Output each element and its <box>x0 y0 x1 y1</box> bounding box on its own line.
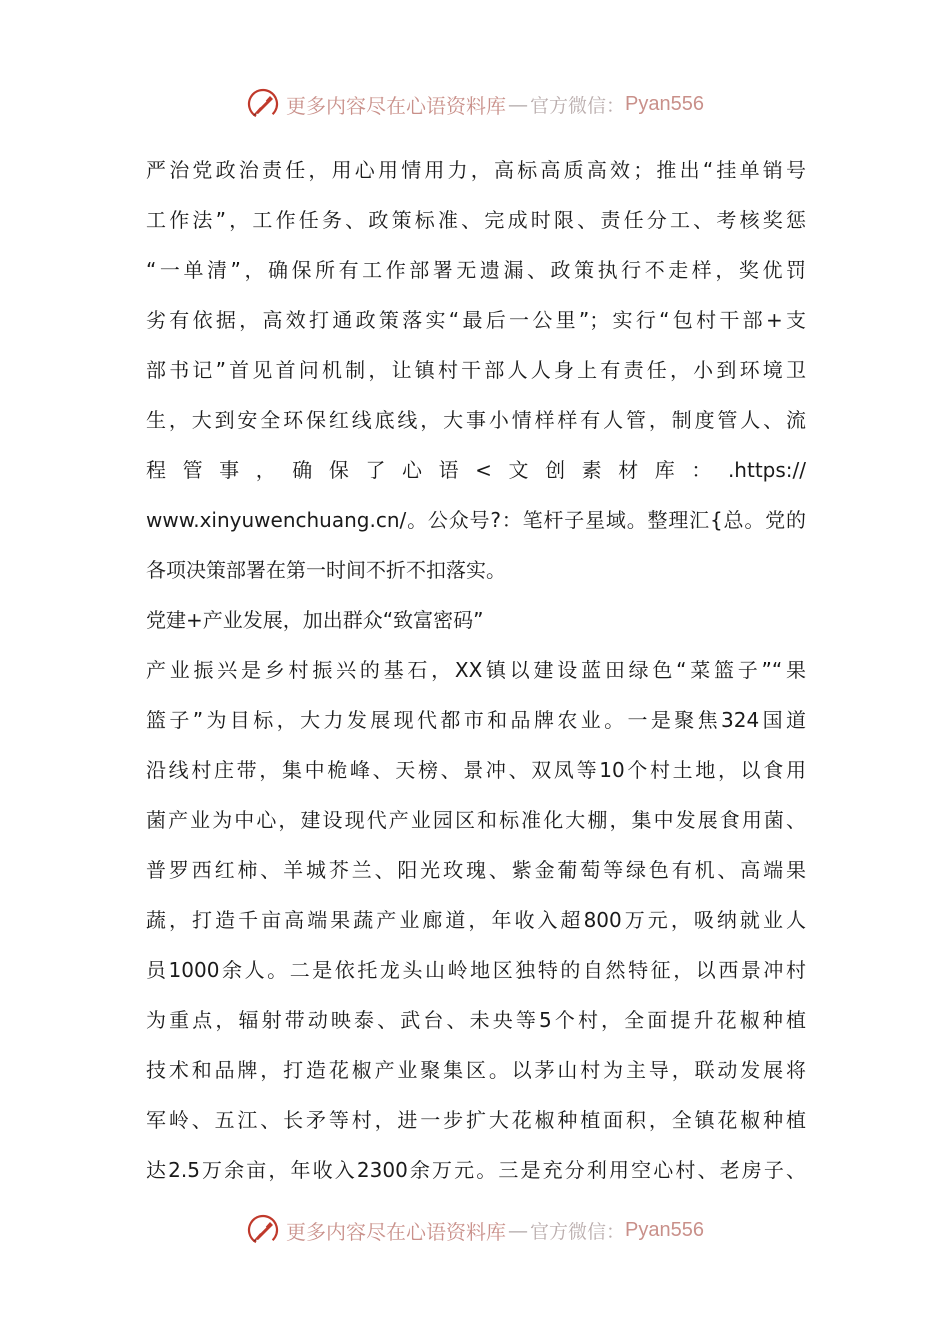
body-line: 程管事，确保了心语<文创素材库：.https:// <box>146 458 806 482</box>
body-line: 技术和品牌，打造花椒产业聚集区。以茅山村为主导，联动发展将 <box>146 1058 806 1082</box>
body-line: 各项决策部署在第一时间不折不扣落实。 <box>146 558 506 582</box>
body-line: 蔬，打造千亩高端果蔬产业廊道，年收入超800万元，吸纳就业人 <box>146 908 806 932</box>
section-heading: 党建+产业发展，加出群众“致富密码” <box>146 608 484 632</box>
header-wechat-handle: Pyan556 <box>625 92 704 115</box>
body-line: 篮子”为目标，大力发展现代都市和品牌农业。一是聚焦324国道 <box>146 708 806 732</box>
body-line: 军岭、五江、长矛等村，进一步扩大花椒种植面积，全镇花椒种植 <box>146 1108 806 1132</box>
body-line: 达2.5万余亩，年收入2300余万元。三是充分利用空心村、老房子、 <box>146 1158 806 1182</box>
body-line: 严治党政治责任，用心用情用力，高标高质高效；推出“挂单销号 <box>146 158 806 182</box>
body-line: 工作法”，工作任务、政策标准、完成时限、责任分工、考核奖惩 <box>146 208 806 232</box>
footer-slogan: 更多内容尽在心语资料库 <box>286 1219 506 1244</box>
footer-separator: — <box>508 1218 528 1242</box>
body-line: “一单清”，确保所有工作部署无遗漏、政策执行不走样，奖优罚 <box>146 258 806 282</box>
body-line: www.xinyuwenchuang.cn/。公众号?：笔杆子星域。整理汇{总。党的 <box>146 508 806 532</box>
body-line: 员1000余人。二是依托龙头山岭地区独特的自然特征，以西景冲村 <box>146 958 806 982</box>
body-line: 生，大到安全环保红线底线，大事小情样样有人管，制度管人、流 <box>146 408 806 432</box>
body-line: 劣有依据，高效打通政策落实“最后一公里”；实行“包村干部+支 <box>146 308 806 332</box>
body-line: 沿线村庄带，集中桅峰、天榜、景冲、双凤等10个村土地，以食用 <box>146 758 806 782</box>
body-line: 普罗西红柿、羊城芥兰、阳光玫瑰、紫金葡萄等绿色有机、高端果 <box>146 858 806 882</box>
quill-logo-icon <box>246 1213 280 1247</box>
document-body <box>146 145 806 1195</box>
quill-logo-icon <box>246 87 280 121</box>
body-line: 产业振兴是乡村振兴的基石，XX镇以建设蓝田绿色“菜篮子”“果 <box>146 658 806 682</box>
header-slogan: 更多内容尽在心语资料库 <box>286 93 506 118</box>
body-line: 菌产业为中心，建设现代产业园区和标准化大棚，集中发展食用菌、 <box>146 808 806 832</box>
body-line: 部书记”首见首问机制，让镇村干部人人身上有责任，小到环境卫 <box>146 358 806 382</box>
footer-wechat-label: 官方微信： <box>530 1220 626 1243</box>
header-wechat-label: 官方微信： <box>530 94 626 117</box>
body-line: 为重点，辐射带动映泰、武台、未央等5个村，全面提升花椒种植 <box>146 1008 806 1032</box>
header-banner <box>0 84 950 124</box>
footer-wechat-handle: Pyan556 <box>625 1218 704 1241</box>
header-separator: — <box>508 92 528 116</box>
footer-banner <box>0 1210 950 1250</box>
